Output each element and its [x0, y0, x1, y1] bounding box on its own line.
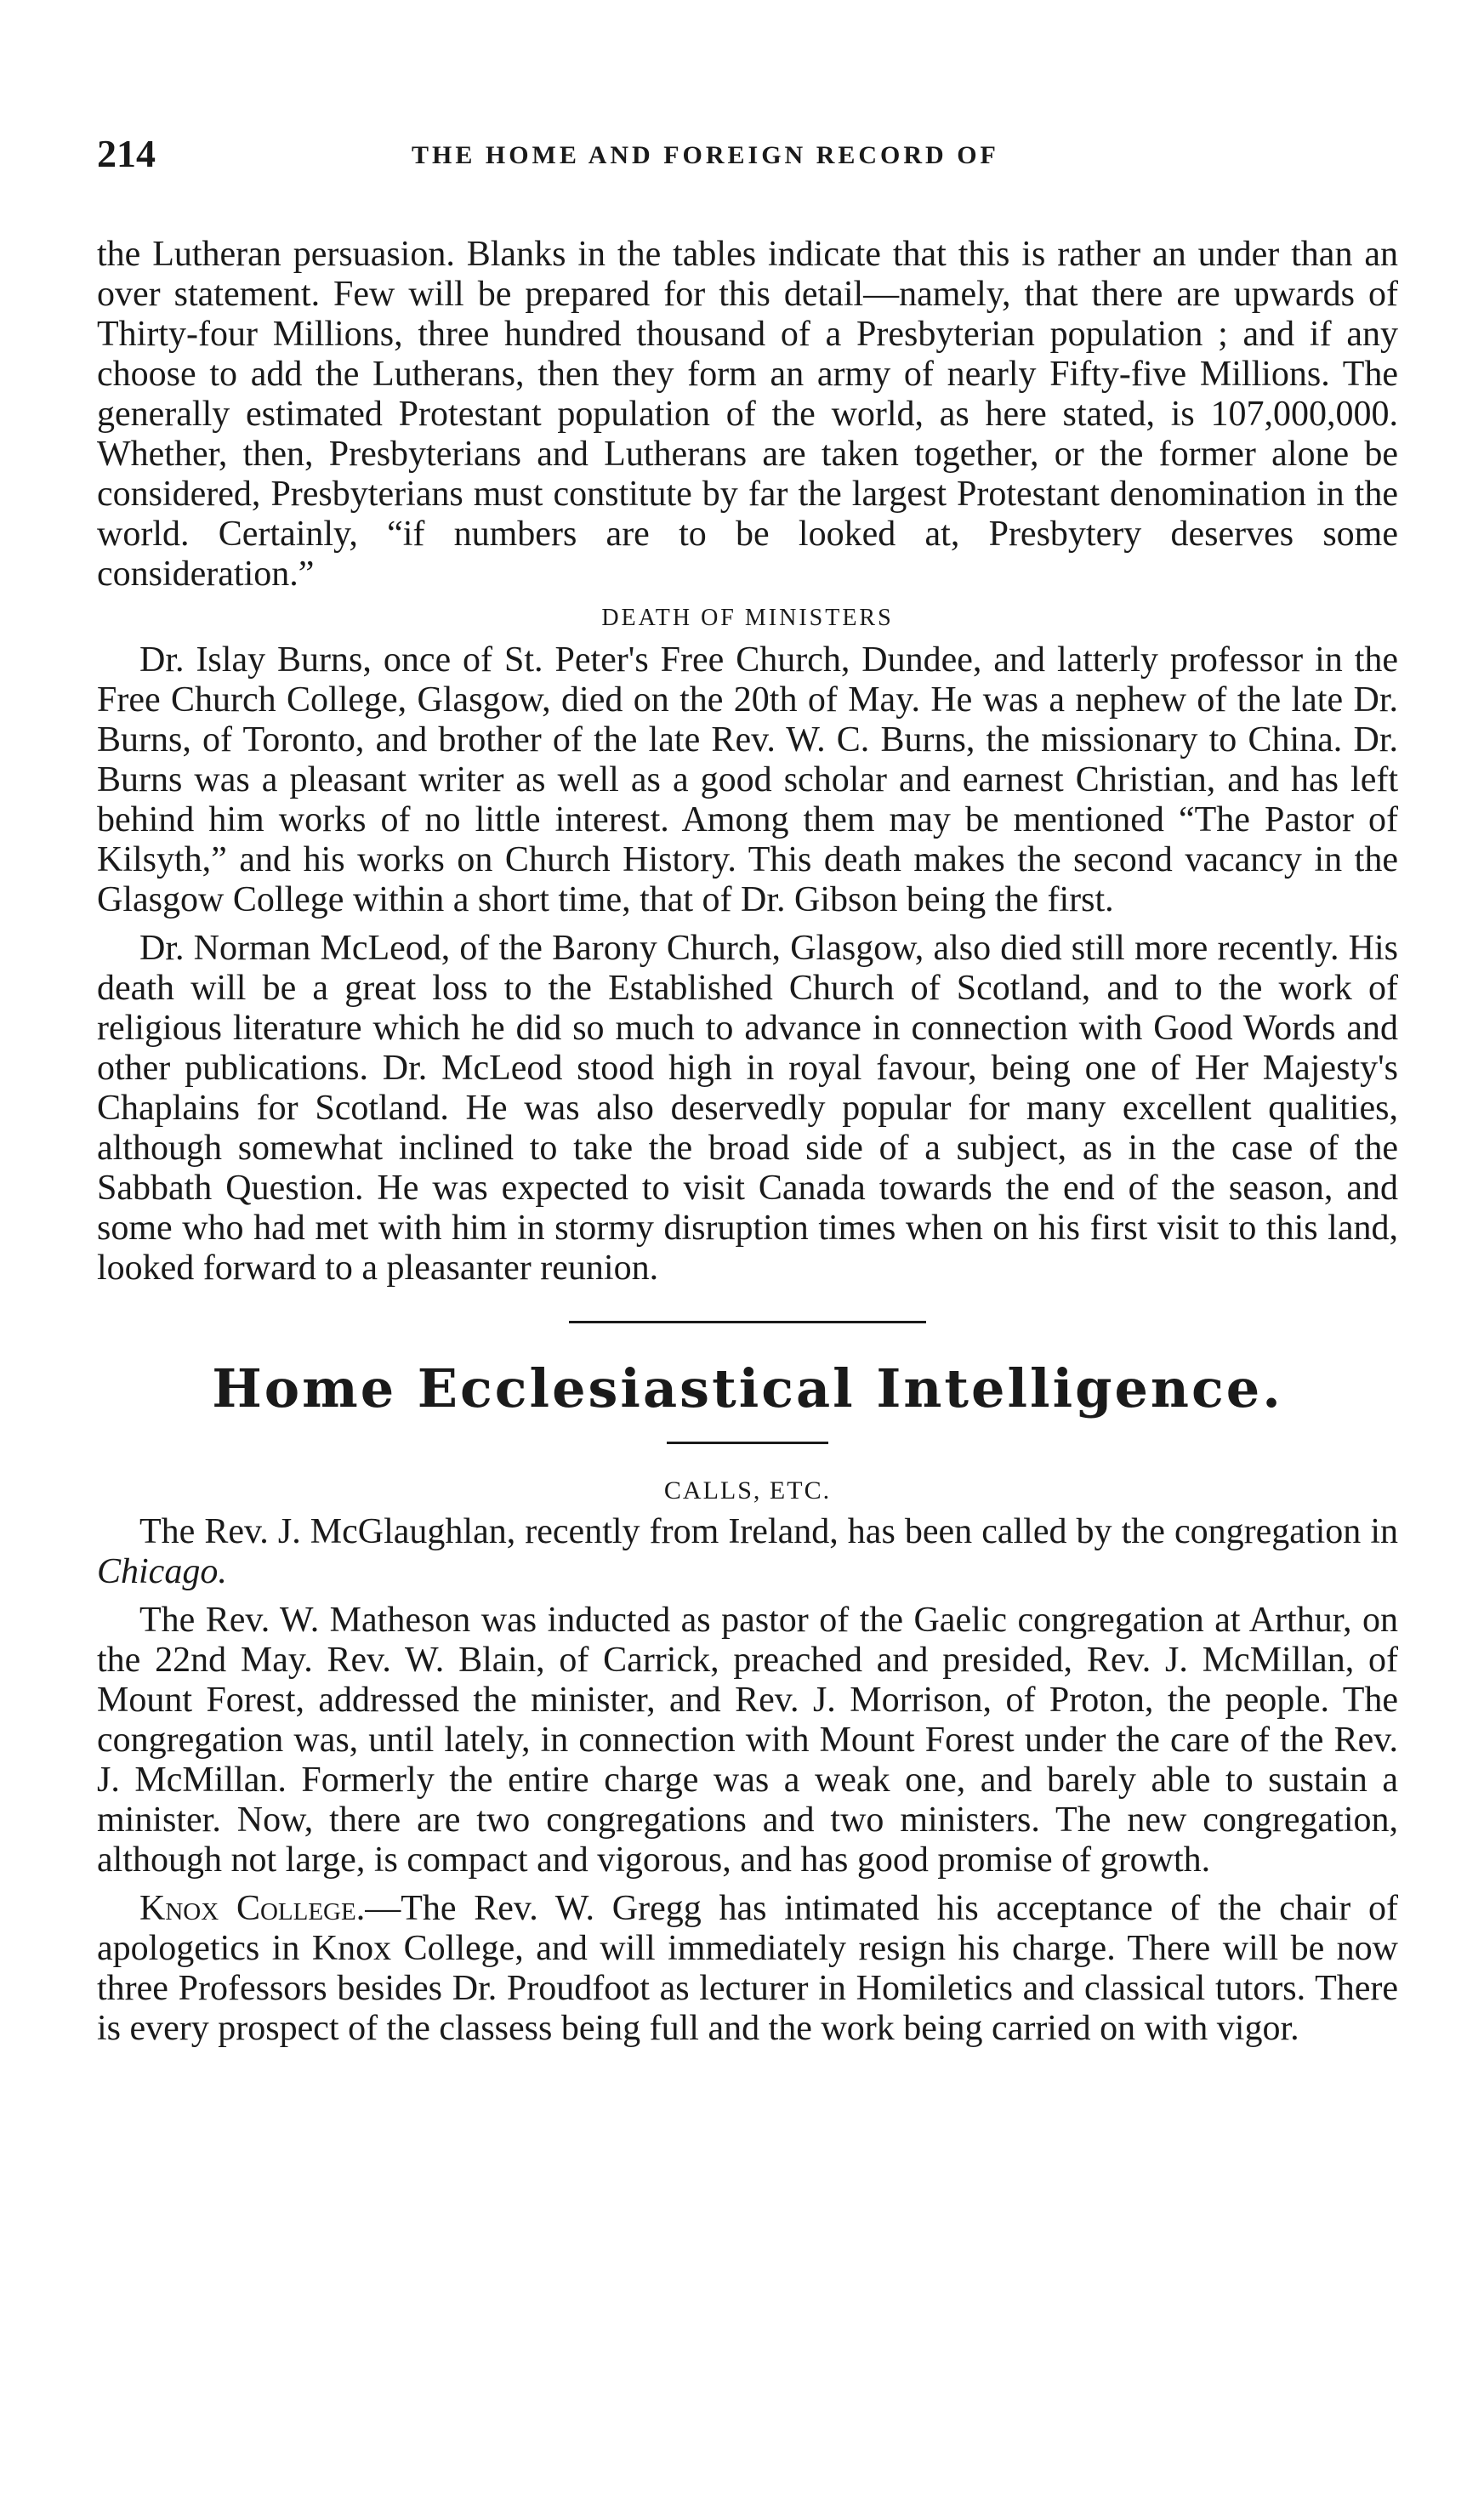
mcglaughlan-text: The Rev. J. McGlaughlan, recently from Ireland, has been called by the congregation in [139, 1512, 1398, 1551]
page-number: 214 [97, 132, 156, 175]
running-head: THE HOME AND FOREIGN RECORD OF [412, 141, 999, 169]
death-of-ministers-heading: DEATH OF MINISTERS [601, 605, 894, 631]
burns-paragraph: Dr. Islay Burns, once of St. Peter's Free Church, Dundee, and latterly professor in the Free Church College, Glasgow, died on the 20th of May. He was a nephew of the late Dr. Burns, of Toronto, and brother of the late Rev. W. C. Burns, the missionary to China. Dr. Burns was a pleasant writer as well as a good scholar and earnest Christian, and has left behind him works of no little interest. Among them may be mentioned “The Pastor of Kilsyth,” and his works on Church History. This death makes the second vacancy in the Glasgow College within a short time, that of Dr. Gibson being the first. [97, 640, 1398, 919]
page-header [97, 128, 1398, 187]
knox-college-text: —The Rev. W. Gregg has intimated his acceptance of the chair of apologetics in Knox College, and will immediately resign his charge. There will be now three Professors besides Dr. Proudfoot as lecturer in Homiletics and classical tutors. There is every prospect of the classess being full and the work being carried on with vigor. [97, 1889, 1398, 2048]
section-divider-rule [569, 1321, 926, 1323]
mcleod-paragraph: Dr. Norman McLeod, of the Barony Church, Glasgow, also died still more recently. His death will be a great loss to the Established Church of Scotland, and to the work of religious literature which he did so much to advance in connection with Good Words and other publications. Dr. McLeod stood high in royal favour, being one of Her Majesty's Chaplains for Scotland. He was also deservedly popular for many excellent qualities, although somewhat inclined to take the broad side of a subject, as in the case of the Sabbath Question. He was expected to visit Canada towards the end of the season, and some who had met with him in stormy disruption times when on his first visit to this land, looked forward to a pleasanter reunion. [97, 929, 1398, 1288]
knox-college-label: Knox College. [139, 1889, 366, 1928]
matheson-paragraph: The Rev. W. Matheson was inducted as pastor of the Gaelic congregation at Arthur, on the 22nd May. Rev. W. Blain, of Carrick, preached and presided, Rev. J. McMillan, of Mount Forest, addressed the minister, and Rev. J. Morrison, of Proton, the people. The congregation was, until lately, in connection with Mount Forest under the care of the Rev. J. McMillan. Formerly the entire charge was a weak one, and barely able to sustain a minister. Now, there are two congregations and two ministers. The new congregation, although not large, is compact and vigorous, and has good promise of growth. [97, 1601, 1398, 1880]
page [97, 128, 1398, 2049]
chicago-place: Chicago. [97, 1552, 227, 1591]
title-underline-rule [667, 1442, 828, 1444]
calls-heading: CALLS, ETC. [663, 1476, 832, 1505]
mcglaughlan-paragraph [97, 1512, 1398, 1592]
intro-paragraph: the Lutheran persuasion. Blanks in the tables indicate that this is rather an under than an over statement. Few will be prepared for this detail—namely, that there are upwards of Thirty-four Millions, three hundred thousand of a Presbyterian population ; and if any choose to add the Lutherans, then they form an army of nearly Fifty-five Millions. The generally estimated Protestant population of the world, as here stated, is 107,000,000. Whether, then, Presbyterians and Lutherans are taken together, or the former alone be considered, Presbyterians must constitute by far the largest Protestant denomination in the world. Certainly, “if numbers are to be looked at, Presbytery deserves some consideration.” [97, 235, 1398, 594]
knox-college-paragraph [97, 1889, 1398, 2049]
section-title: Home Ecclesiastical Intelligence. [212, 1357, 1283, 1419]
